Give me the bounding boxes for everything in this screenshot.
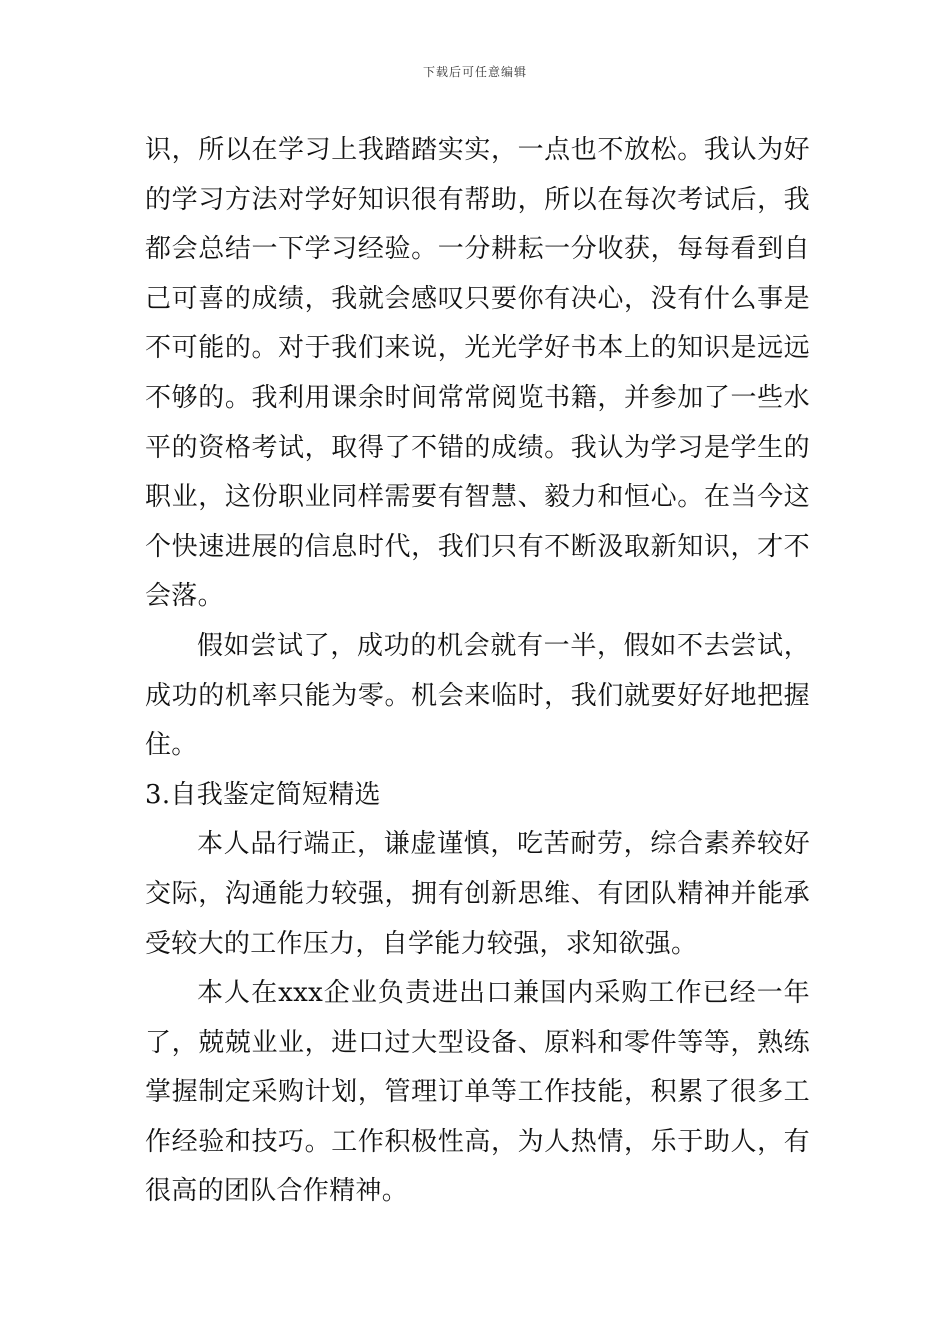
page-header: 下载后可任意编辑 <box>422 65 527 79</box>
document-body <box>145 126 810 1217</box>
section-heading: 3.自我鉴定简短精选 <box>145 779 381 810</box>
paragraph-character: 本人品行端正，谦虚谨慎，吃苦耐劳，综合素养较好交际，沟通能力较强，拥有创新思维、有团队精神并能承受较大的工作压力，自学能力较强，求知欲强。 <box>145 829 810 959</box>
paragraph-attempt: 假如尝试了，成功的机会就有一半，假如不去尝试，成功的机率只能为零。机会来临时，我们就要好好地把握住。 <box>145 630 810 761</box>
paragraph-continued: 识，所以在学习上我踏踏实实，一点也不放松。我认为好的学习方法对学好知识很有帮助，所以在每次考试后，我都会总结一下学习经验。一分耕耘一分收获，每每看到自己可喜的成绩，我就会感叹只要你有决心，没有什么事是不可能的。对于我们来说，光光学好书本上的知识是远远不够的。我利用课余时间常常阅览书籍，并参加了一些水平的资格考试，取得了不错的成绩。我认为学习是学生的职业，这份职业同样需要有智慧、毅力和恒心。在当今这个快速进展的信息时代，我们只有不断汲取新知识，才不会落。 <box>145 135 810 612</box>
paragraph-work: 本人在xxx企业负责进出口兼国内采购工作已经一年了，兢兢业业，进口过大型设备、原料和零件等等，熟练掌握制定采购计划，管理订单等工作技能，积累了很多工作经验和技巧。工作积极性高，为人热情，乐于助人，有很高的团队合作精神。 <box>145 978 810 1207</box>
